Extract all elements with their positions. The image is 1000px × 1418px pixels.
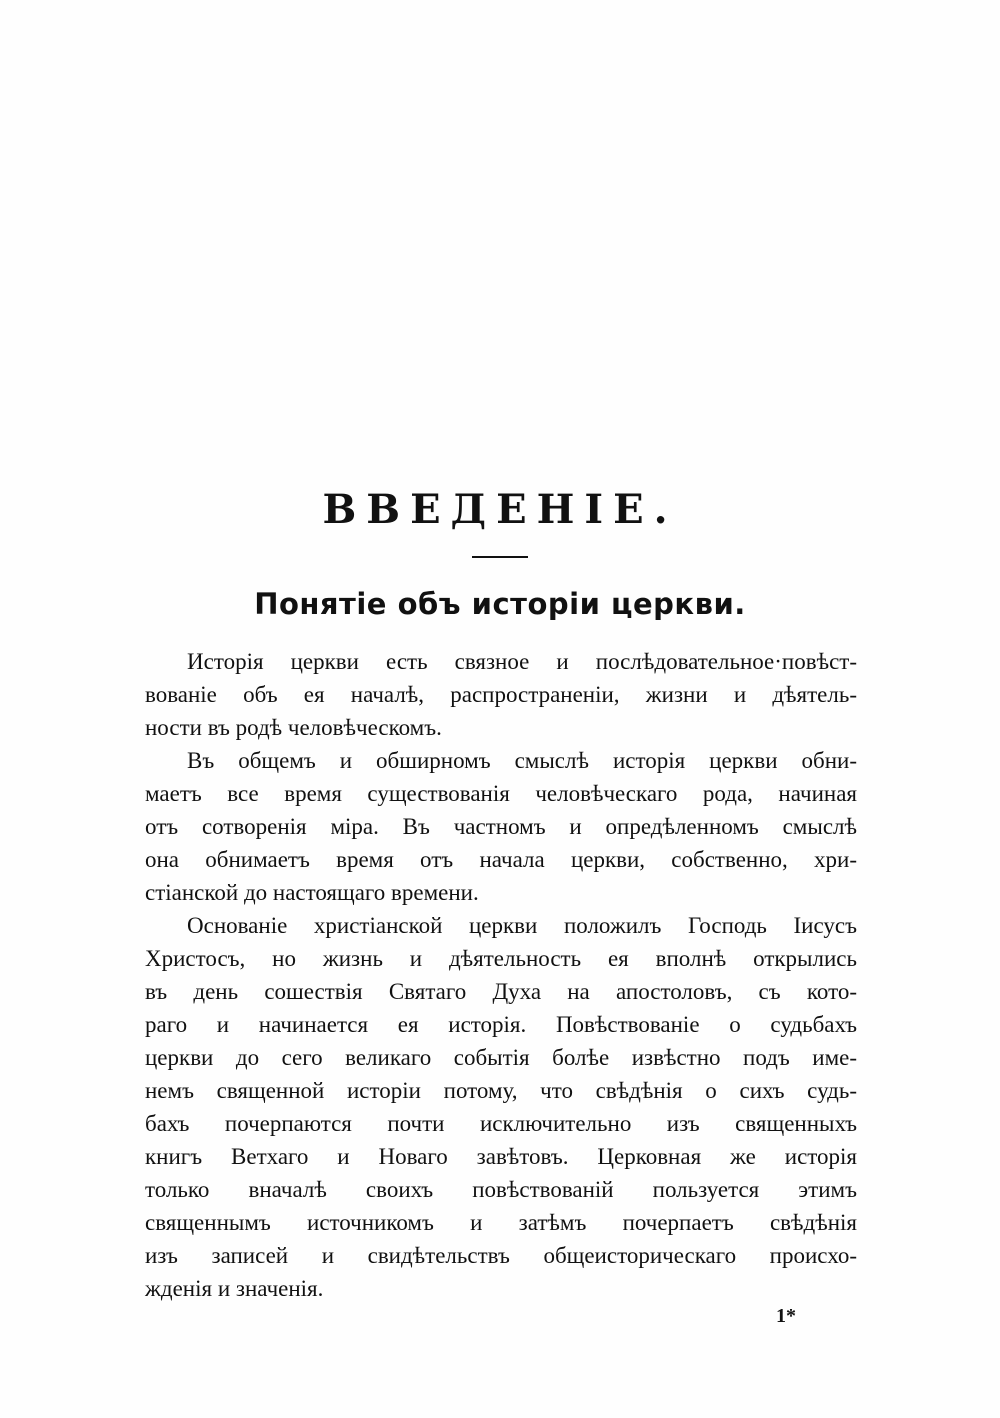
text-line: стіанской до настоящаго времени. — [145, 880, 479, 905]
text-line: раго и начинается ея исторія. Повѣствованіе о судьбахъ — [145, 1012, 857, 1037]
text-line: Исторія церкви есть связное и послѣдовательное·повѣст- — [187, 649, 857, 674]
page-number: 1* — [776, 1305, 796, 1327]
paragraph-1 — [145, 645, 857, 744]
text-line: книгъ Ветхаго и Новаго завѣтовъ. Церковная же исторія — [145, 1144, 857, 1169]
title-divider-rule — [472, 556, 528, 558]
text-line: Въ общемъ и обширномъ смыслѣ исторія церкви обни- — [187, 748, 857, 773]
text-line: маетъ все время существованія человѣческаго рода, начиная — [145, 781, 857, 806]
section-heading: Понятіе объ исторіи церкви. — [254, 587, 746, 621]
text-line: отъ сотворенія міра. Въ частномъ и опредѣленномъ смыслѣ — [145, 814, 857, 839]
text-line: бахъ почерпаются почти исключительно изъ священныхъ — [145, 1111, 857, 1136]
text-line: жденія и значенія. — [145, 1276, 324, 1301]
paragraph-3 — [145, 909, 857, 1305]
text-line: церкви до сего великаго событія болѣе извѣстно подъ име- — [145, 1045, 857, 1070]
chapter-title: ВВЕДЕНІЕ. — [322, 486, 678, 533]
text-line: немъ священной исторіи потому, что свѣдѣнія о сихъ судь- — [145, 1078, 857, 1103]
text-line: изъ записей и свидѣтельствъ общеисторическаго происхо- — [145, 1243, 857, 1268]
text-line: вованіе объ ея началѣ, распространеніи, жизни и дѣятель- — [145, 682, 857, 707]
text-line: Основаніе христіанской церкви положилъ Господь Іисусъ — [187, 913, 857, 938]
paragraph-2 — [145, 744, 857, 909]
body-text — [145, 645, 857, 1305]
text-line: только вначалѣ своихъ повѣствованій пользуется этимъ — [145, 1177, 857, 1202]
text-line: въ день сошествія Святаго Духа на апостоловъ, съ кото- — [145, 979, 857, 1004]
text-line: она обнимаетъ время отъ начала церкви, собственно, хри- — [145, 847, 857, 872]
text-line: священнымъ источникомъ и затѣмъ почерпаетъ свѣдѣнія — [145, 1210, 857, 1235]
text-line: Христосъ, но жизнь и дѣятельность ея вполнѣ открылись — [145, 946, 857, 971]
text-line: ности въ родѣ человѣческомъ. — [145, 715, 442, 740]
